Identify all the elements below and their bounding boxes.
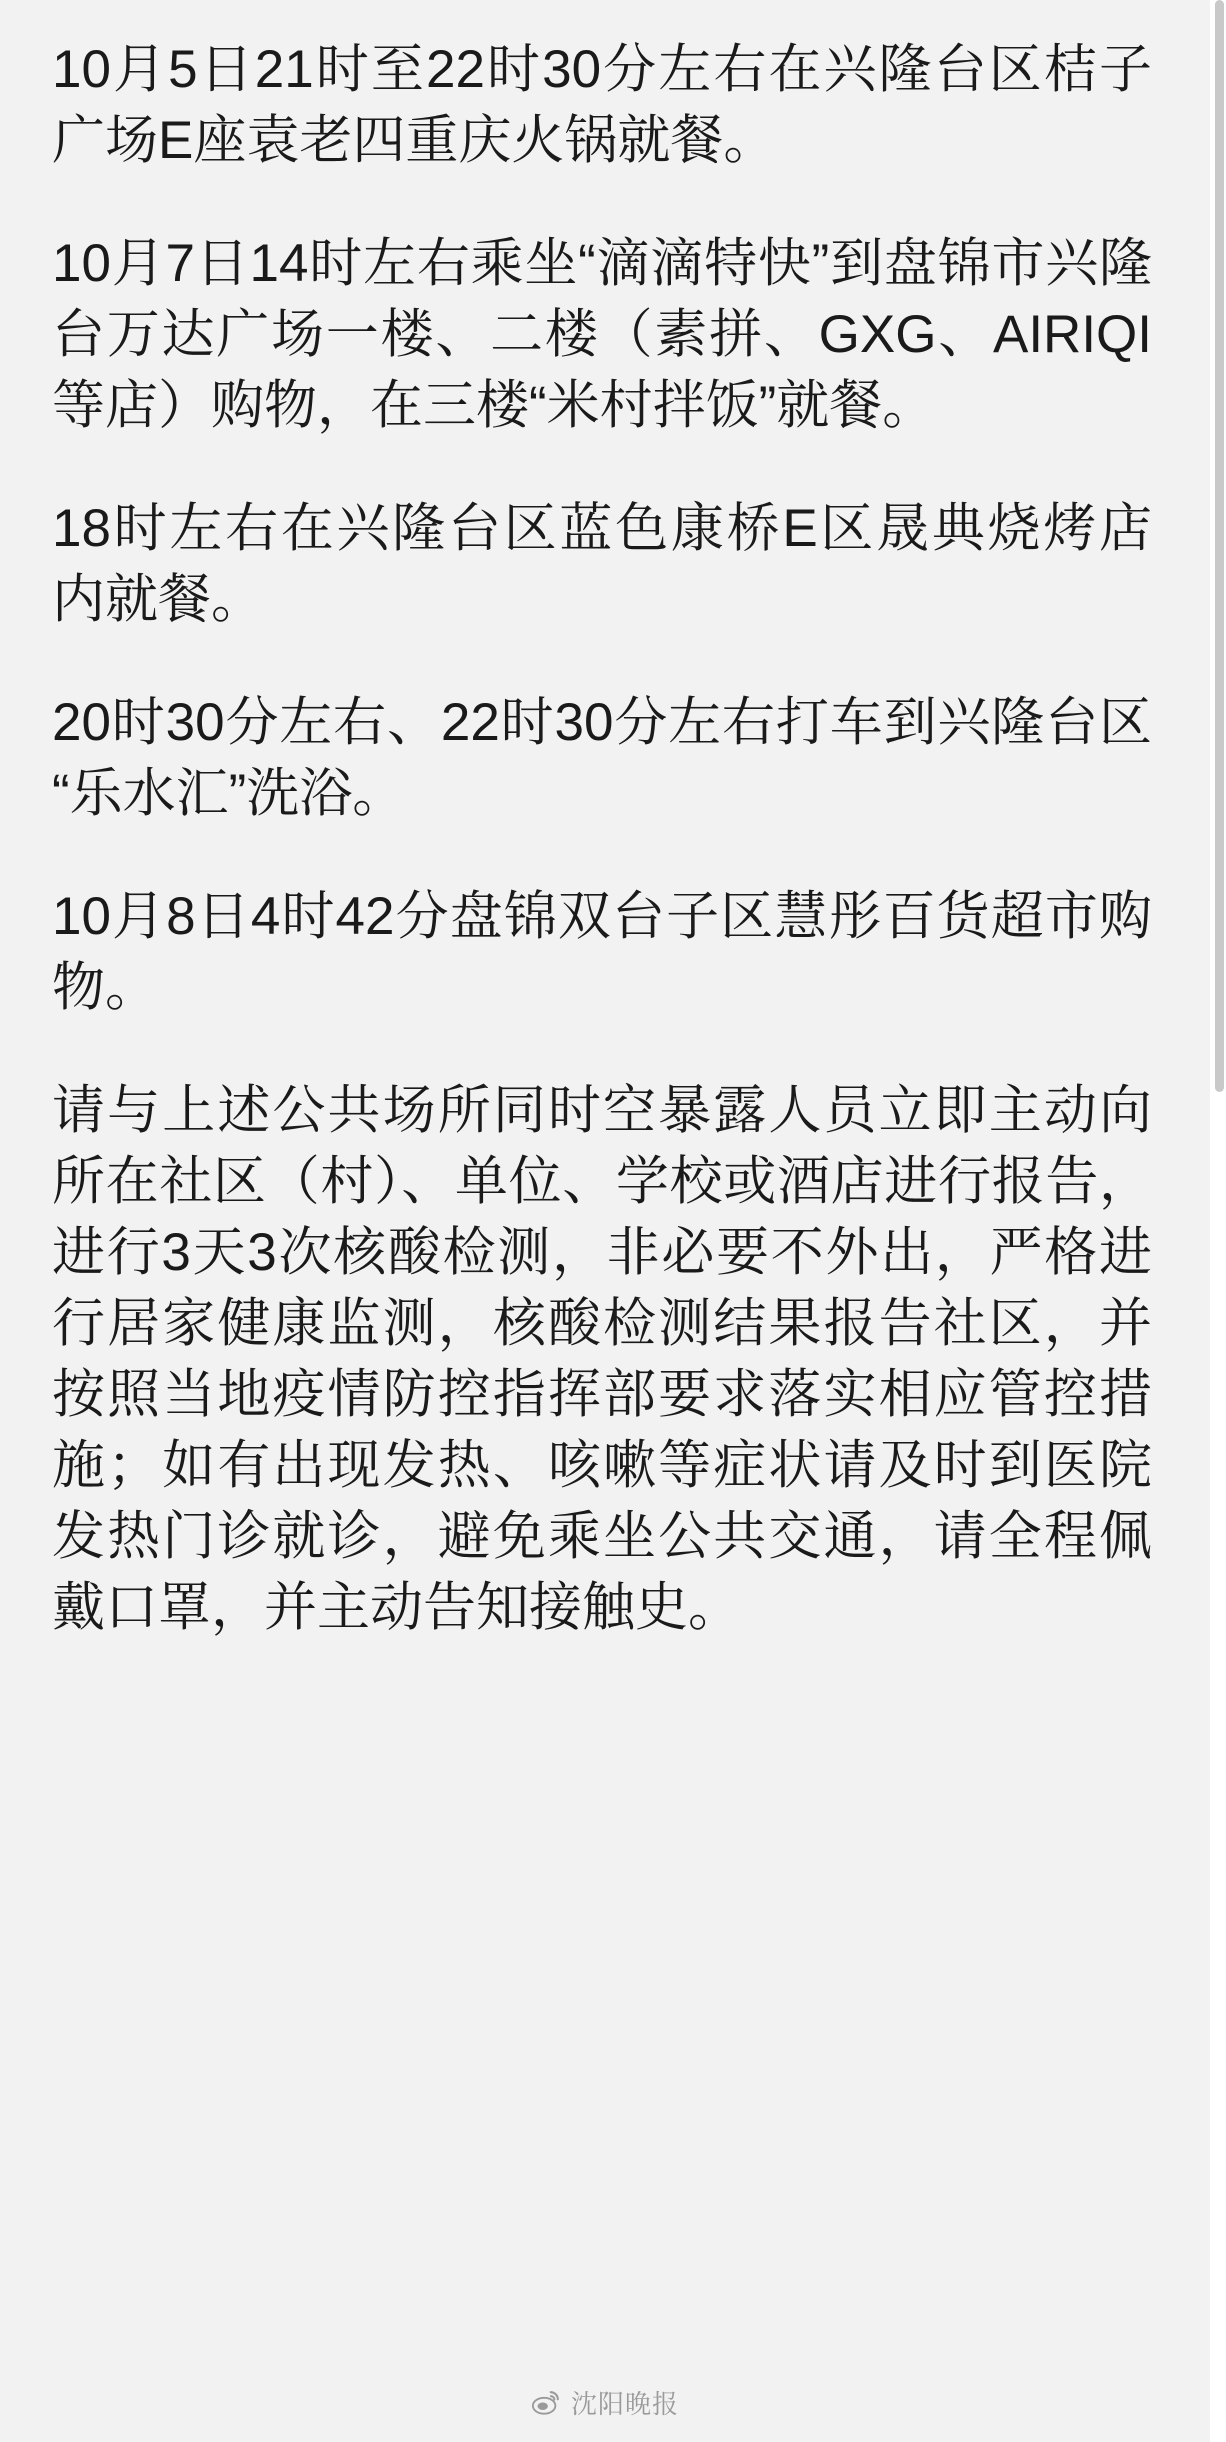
- source-watermark: [0, 2376, 1210, 2428]
- source-label: 沈阳晚报: [570, 2388, 679, 2419]
- paragraph: 请与上述公共场所同时空暴露人员立即主动向所在社区（村）、单位、学校或酒店进行报告，进行3天3次核酸检测，非必要不外出，严格进行居家健康监测，核酸检测结果报告社区，并按照当地疫情防控指挥部要求落实相应管控措施；如有出现发热、咳嗽等症状请及时到医院发热门诊就诊，避免乘坐公共交通，请全程佩戴口罩，并主动告知接触史。: [52, 1081, 1152, 1638]
- scrollbar-thumb[interactable]: [1215, 0, 1224, 1092]
- paragraph: 10月5日21时至22时30分左右在兴隆台区桔子广场E座袁老四重庆火锅就餐。: [52, 40, 1152, 171]
- scrollbar[interactable]: [1210, 0, 1226, 2442]
- paragraph: 10月8日4时42分盘锦双台子区慧彤百货超市购物。: [52, 887, 1152, 1018]
- paragraph: 10月7日14时左右乘坐“滴滴特快”到盘锦市兴隆台万达广场一楼、二楼（素拼、GXG、AIRIQI等店）购物，在三楼“米村拌饭”就餐。: [52, 234, 1152, 436]
- paragraph: 20时30分左右、22时30分左右打车到兴隆台区“乐水汇”洗浴。: [52, 693, 1152, 824]
- weibo-icon: [531, 2387, 561, 2417]
- paragraph: 18时左右在兴隆台区蓝色康桥E区晟典烧烤店内就餐。: [52, 499, 1152, 630]
